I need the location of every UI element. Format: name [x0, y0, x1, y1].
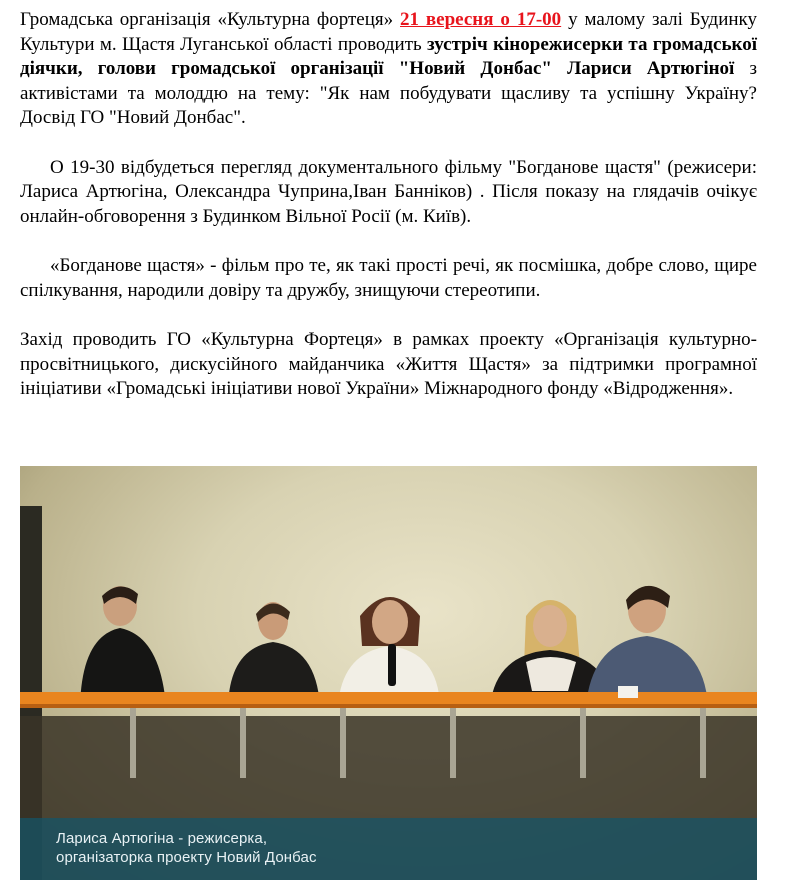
person-2	[228, 602, 320, 706]
paragraph-film-description: «Богданове щастя» - фільм про те, як такі прості речі, як посмішка, добре слово, щире спілкування, народили довіру та дружбу, знищуючи стереотипи.	[20, 255, 757, 301]
announcement-guest: зустріч кінорежисерки та громадської діячки, голови громадської організації "Новий Донбас" Лариси Артюгіної	[20, 33, 757, 79]
announcement-tail: з активістами та молоддю на тему: "Як нам побудувати щасливу та успішну Україну? Досвід ГО "Новий Донбас".	[20, 58, 757, 128]
table-top	[20, 692, 757, 704]
blank-line	[20, 229, 757, 254]
photo-caption-line-1: Лариса Артюгіна - режисерка,	[56, 830, 268, 847]
org-intro: Громадська організація «Культурна фортеця»	[20, 9, 394, 30]
blank-line	[20, 131, 757, 156]
paragraph-screening: О 19-30 відбудеться перегляд документального фільму "Богданове щастя" (режисери: Лариса Артюгіна, Олександра Чуприна,Іван Банніков) . Після показу на глядачів очікує онлайн-обговорення з Будинком Вільної Росії (м. Київ).	[20, 156, 757, 227]
document-body	[20, 8, 757, 402]
event-date-time: 21 вересня о 17-00	[400, 9, 562, 30]
blank-line	[20, 303, 757, 328]
paragraph-organizer: Захід проводить ГО «Культурна Фортеця» в рамках проекту «Організація культурно-просвітницького, дискусійного майданчика «Життя Щастя» за підтримки програмної ініціативи «Громадські ініціативи нової України» Міжнародного фонду «Відродження».	[20, 329, 757, 399]
photo-caption-line-2: організаторка проекту Новий Донбас	[56, 849, 317, 866]
announcement-mid: у малому залі Будинку Культури м. Щастя Луганської області проводить	[20, 9, 757, 55]
paragraph-announcement	[20, 8, 757, 131]
person-3-speaker	[338, 597, 440, 706]
table-card	[618, 686, 638, 698]
event-photo	[20, 466, 757, 880]
person-5	[586, 586, 708, 706]
person-1	[80, 586, 166, 706]
